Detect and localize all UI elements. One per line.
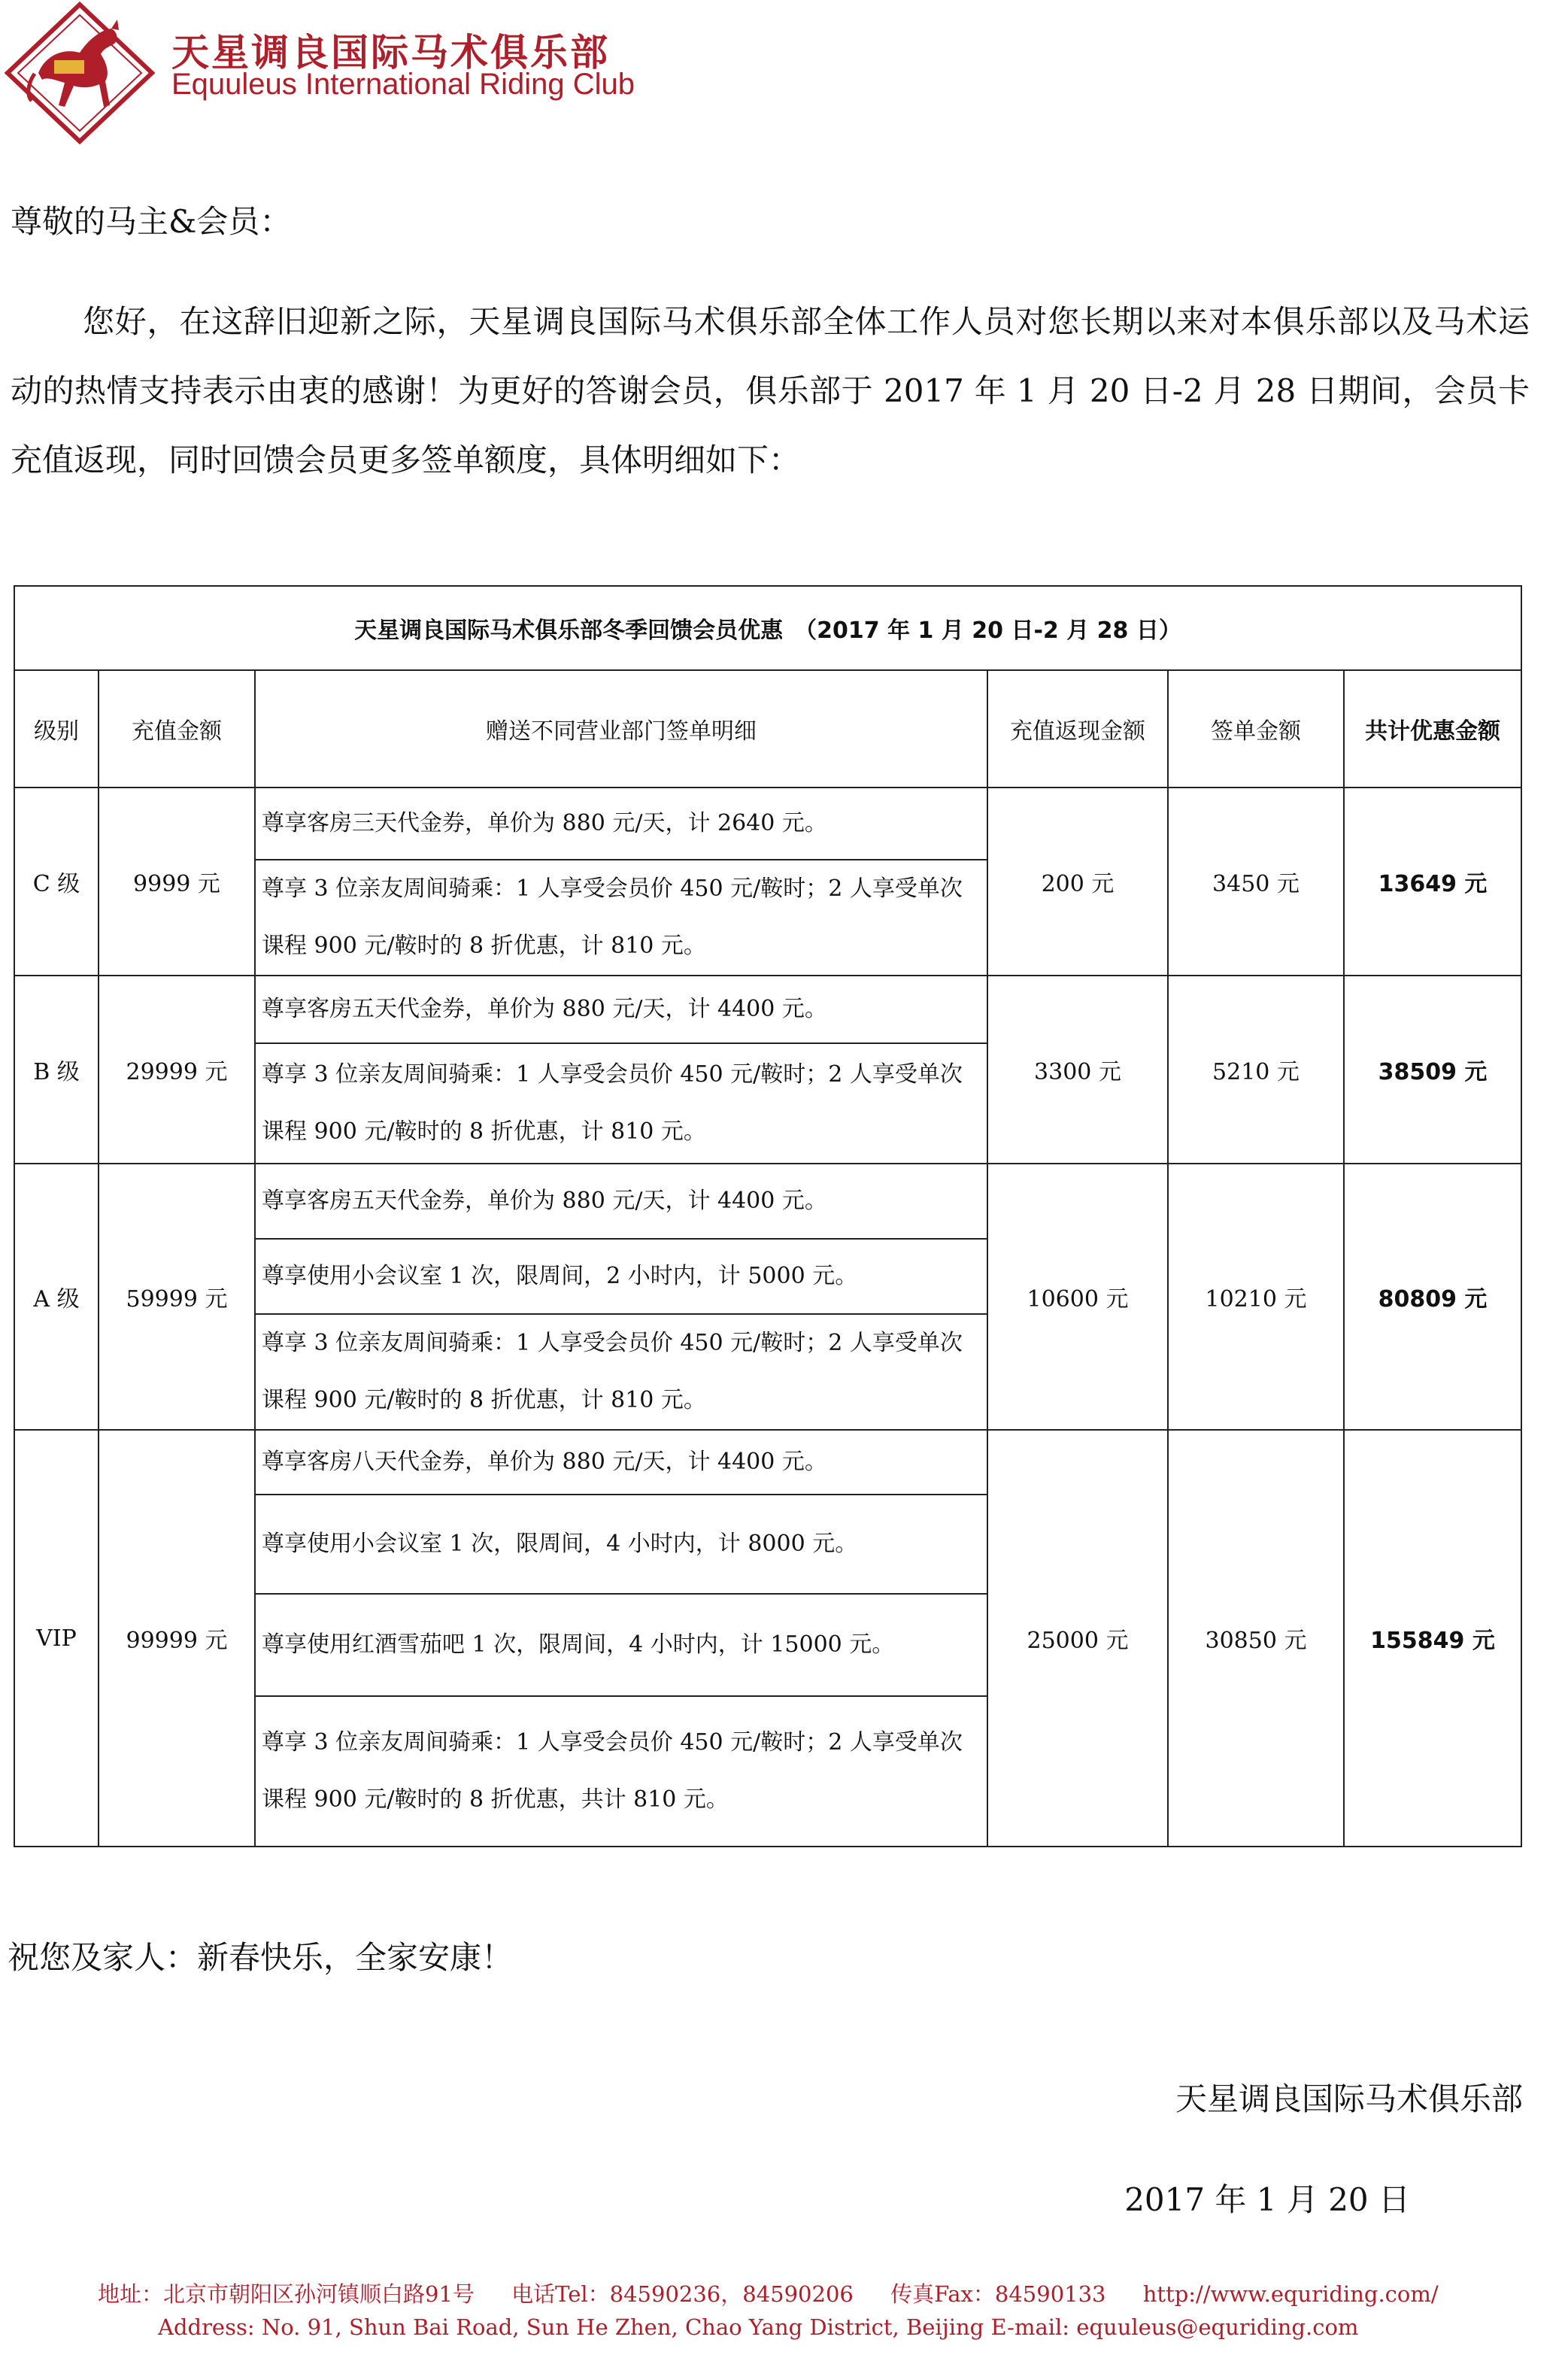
tier-detail: 尊享 3 位亲友周间骑乘：1 人享受会员价 450 元/鞍时；2 人享受单次课程 900 元/鞍时的 8 折优惠，计 810 元。 bbox=[255, 1314, 987, 1430]
tier-cashback: 25000 元 bbox=[987, 1430, 1168, 1847]
tier-level: VIP bbox=[14, 1430, 99, 1847]
letterhead bbox=[5, 2, 681, 144]
tier-signing: 3450 元 bbox=[1168, 788, 1344, 976]
tier-detail: 尊享 3 位亲友周间骑乘：1 人享受会员价 450 元/鞍时；2 人享受单次课程 900 元/鞍时的 8 折优惠，计 810 元。 bbox=[255, 1043, 987, 1164]
tier-recharge: 9999 元 bbox=[99, 788, 255, 976]
header-recharge: 充值金额 bbox=[99, 670, 255, 788]
tier-total: 155849 元 bbox=[1344, 1430, 1521, 1847]
footer-line-2 bbox=[98, 2311, 1497, 2344]
footer-line-1 bbox=[98, 2278, 1497, 2311]
tier-detail: 尊享客房三天代金券，单价为 880 元/天，计 2640 元。 bbox=[255, 788, 987, 860]
tier-recharge: 99999 元 bbox=[99, 1430, 255, 1847]
table-row bbox=[14, 1164, 1521, 1239]
tier-recharge: 29999 元 bbox=[99, 976, 255, 1164]
header-details: 赠送不同营业部门签单明细 bbox=[255, 670, 987, 788]
tier-cashback: 3300 元 bbox=[987, 976, 1168, 1164]
tier-recharge: 59999 元 bbox=[99, 1164, 255, 1430]
offers-table bbox=[14, 585, 1522, 1847]
table-row bbox=[14, 788, 1521, 860]
salutation: 尊敬的马主&会员： bbox=[11, 203, 292, 240]
tier-total: 13649 元 bbox=[1344, 788, 1521, 976]
tier-total: 80809 元 bbox=[1344, 1164, 1521, 1430]
tier-detail: 尊享使用小会议室 1 次，限周间，4 小时内，计 8000 元。 bbox=[255, 1495, 987, 1594]
tier-level: A 级 bbox=[14, 1164, 99, 1430]
letter-date: 2017 年 1 月 20 日 bbox=[1124, 2181, 1410, 2218]
tier-level: C 级 bbox=[14, 788, 99, 976]
header-signing: 签单金额 bbox=[1168, 670, 1344, 788]
footer-phone: 电话Tel：84590236，84590206 bbox=[511, 2281, 854, 2307]
footer-address-cn: 地址：北京市朝阳区孙河镇顺白路91号 bbox=[98, 2281, 475, 2307]
footer-fax: 传真Fax：84590133 bbox=[890, 2281, 1106, 2307]
tier-detail: 尊享 3 位亲友周间骑乘：1 人享受会员价 450 元/鞍时；2 人享受单次课程 900 元/鞍时的 8 折优惠，计 810 元。 bbox=[255, 860, 987, 976]
header-total: 共计优惠金额 bbox=[1344, 670, 1521, 788]
table-row bbox=[14, 1430, 1521, 1495]
footer-website[interactable]: http://www.equriding.com/ bbox=[1142, 2281, 1439, 2307]
tier-detail: 尊享使用红酒雪茄吧 1 次，限周间，4 小时内，计 15000 元。 bbox=[255, 1594, 987, 1696]
tier-signing: 30850 元 bbox=[1168, 1430, 1344, 1847]
footer-email[interactable]: E-mail: equuleus@equriding.com bbox=[990, 2314, 1359, 2340]
letter-body: 您好，在这辞旧迎新之际，天星调良国际马术俱乐部全体工作人员对您长期以来对本俱乐部以及马术运动的热情支持表示由衷的感谢！为更好的答谢会员，俱乐部于 2017 年 1 月 20 日-2 月 28 日期间，会员卡充值返现，同时回馈会员更多签单额度，具体明细如下： bbox=[11, 303, 1530, 478]
tier-cashback: 200 元 bbox=[987, 788, 1168, 976]
tier-detail: 尊享客房五天代金券，单价为 880 元/天，计 4400 元。 bbox=[255, 976, 987, 1043]
table-row bbox=[14, 976, 1521, 1043]
club-name-cn: 天星调良国际马术俱乐部 bbox=[171, 31, 610, 74]
signature: 天星调良国际马术俱乐部 bbox=[1175, 2080, 1523, 2117]
horse-logo-icon bbox=[5, 2, 155, 144]
club-name-en: Equuleus International Riding Club bbox=[171, 68, 635, 101]
table-title: 天星调良国际马术俱乐部冬季回馈会员优惠 （2017 年 1 月 20 日-2 月 28 日） bbox=[14, 586, 1521, 670]
footer bbox=[98, 2278, 1497, 2344]
closing-greeting: 祝您及家人：新春快乐，全家安康！ bbox=[8, 1939, 514, 1976]
tier-cashback: 10600 元 bbox=[987, 1164, 1168, 1430]
tier-level: B 级 bbox=[14, 976, 99, 1164]
tier-detail: 尊享客房八天代金券，单价为 880 元/天，计 4400 元。 bbox=[255, 1430, 987, 1495]
tier-signing: 10210 元 bbox=[1168, 1164, 1344, 1430]
header-level: 级别 bbox=[14, 670, 99, 788]
tier-signing: 5210 元 bbox=[1168, 976, 1344, 1164]
tier-detail: 尊享客房五天代金券，单价为 880 元/天，计 4400 元。 bbox=[255, 1164, 987, 1239]
tier-detail: 尊享使用小会议室 1 次，限周间，2 小时内，计 5000 元。 bbox=[255, 1239, 987, 1314]
tier-detail: 尊享 3 位亲友周间骑乘：1 人享受会员价 450 元/鞍时；2 人享受单次课程 900 元/鞍时的 8 折优惠，共计 810 元。 bbox=[255, 1696, 987, 1847]
header-cashback: 充值返现金额 bbox=[987, 670, 1168, 788]
tier-total: 38509 元 bbox=[1344, 976, 1521, 1164]
footer-address-en: Address: No. 91, Shun Bai Road, Sun He Zhen, Chao Yang District, Beijing bbox=[158, 2314, 984, 2340]
